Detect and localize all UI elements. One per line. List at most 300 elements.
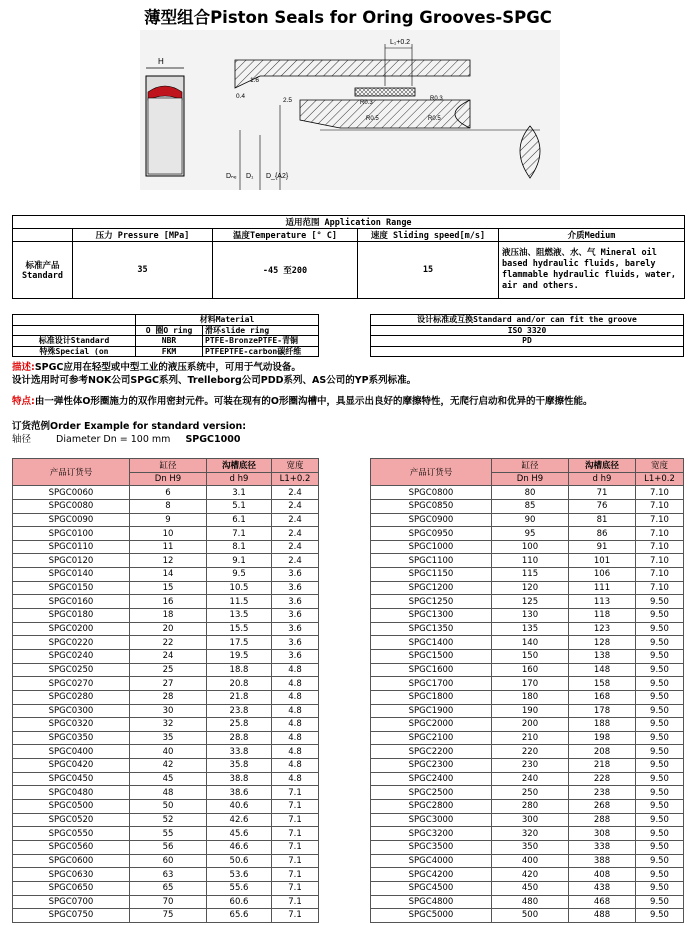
cell-groove: 11.5 xyxy=(207,595,272,609)
cell-code: SPGC1300 xyxy=(371,609,492,623)
cell-width: 3.6 xyxy=(272,636,319,650)
cell-code: SPGC1800 xyxy=(371,690,492,704)
mat-std-label: 标准设计Standard xyxy=(13,336,136,347)
table-row xyxy=(13,513,319,527)
cell-bore: 230 xyxy=(492,759,569,773)
app-h-speed: 速度 Sliding speed[m/s] xyxy=(358,229,499,242)
cell-groove: 71 xyxy=(569,486,636,500)
table-row xyxy=(371,568,684,582)
cell-bore: 115 xyxy=(492,568,569,582)
table-row xyxy=(371,895,684,909)
cell-bore: 8 xyxy=(130,499,207,513)
mat-h-oring: O 圈O ring xyxy=(136,325,203,336)
cell-code: SPGC0630 xyxy=(13,868,130,882)
cell-groove: 42.6 xyxy=(207,813,272,827)
cell-width: 7.10 xyxy=(636,527,684,541)
cell-bore: 350 xyxy=(492,840,569,854)
cell-bore: 18 xyxy=(130,609,207,623)
cell-bore: 65 xyxy=(130,881,207,895)
axis-example xyxy=(12,434,240,447)
cell-code: SPGC0700 xyxy=(13,895,130,909)
cell-width: 7.10 xyxy=(636,513,684,527)
cell-groove: 208 xyxy=(569,745,636,759)
table-row xyxy=(13,540,319,554)
cell-code: SPGC0480 xyxy=(13,786,130,800)
th-groove-unit: d h9 xyxy=(207,472,272,486)
cell-bore: 11 xyxy=(130,540,207,554)
cell-bore: 27 xyxy=(130,677,207,691)
cell-width: 3.6 xyxy=(272,568,319,582)
table-row xyxy=(13,745,319,759)
app-h-medium: 介质Medium xyxy=(499,229,685,242)
cell-code: SPGC0160 xyxy=(13,595,130,609)
cell-width: 4.8 xyxy=(272,772,319,786)
cell-width: 7.10 xyxy=(636,540,684,554)
cell-groove: 106 xyxy=(569,568,636,582)
features-label: 特点: xyxy=(12,396,35,407)
table-row xyxy=(371,868,684,882)
cell-code: SPGC0350 xyxy=(13,731,130,745)
dim-l-label: L₁+0.2 xyxy=(390,39,411,46)
cell-groove: 7.1 xyxy=(207,527,272,541)
axis-en: Diameter Dn = 100 mm xyxy=(56,434,171,445)
cell-width: 7.1 xyxy=(272,800,319,814)
cell-width: 9.50 xyxy=(636,772,684,786)
cell-code: SPGC1500 xyxy=(371,649,492,663)
table-row xyxy=(371,649,684,663)
table-row xyxy=(13,840,319,854)
cell-groove: 38.6 xyxy=(207,786,272,800)
cell-code: SPGC1600 xyxy=(371,663,492,677)
table-row xyxy=(13,595,319,609)
table-row xyxy=(371,731,684,745)
dim-16-label: 1.6 xyxy=(250,77,260,84)
mat-std-slide: PTFE-BronzePTFE-青铜 xyxy=(203,336,319,347)
app-r-pressure: 35 xyxy=(73,242,213,299)
cell-width: 9.50 xyxy=(636,704,684,718)
cell-width: 7.1 xyxy=(272,895,319,909)
cell-groove: 123 xyxy=(569,622,636,636)
cell-width: 2.4 xyxy=(272,499,319,513)
cell-groove: 438 xyxy=(569,881,636,895)
desc-label: 描述: xyxy=(12,362,35,373)
cell-groove: 388 xyxy=(569,854,636,868)
app-r-medium: 液压油、阻燃液、水、气 Mineral oil based hydraulic fluids, barely flammable hydraulic fluids, water, air and others. xyxy=(499,242,685,299)
cell-width: 7.1 xyxy=(272,827,319,841)
cell-bore: 150 xyxy=(492,649,569,663)
cell-width: 3.6 xyxy=(272,609,319,623)
th-bore: 缸径 xyxy=(492,459,569,473)
cell-code: SPGC0140 xyxy=(13,568,130,582)
cell-groove: 20.8 xyxy=(207,677,272,691)
cell-code: SPGC0420 xyxy=(13,759,130,773)
cell-groove: 308 xyxy=(569,827,636,841)
cell-groove: 35.8 xyxy=(207,759,272,773)
cell-groove: 198 xyxy=(569,731,636,745)
cell-groove: 81 xyxy=(569,513,636,527)
cell-width: 7.1 xyxy=(272,813,319,827)
mat-h-slide: 滑环slide ring xyxy=(203,325,319,336)
cell-groove: 218 xyxy=(569,759,636,773)
cell-width: 3.6 xyxy=(272,649,319,663)
table-row xyxy=(13,854,319,868)
table-row xyxy=(13,895,319,909)
cell-code: SPGC0800 xyxy=(371,486,492,500)
cell-code: SPGC0250 xyxy=(13,663,130,677)
cell-bore: 12 xyxy=(130,554,207,568)
cell-width: 9.50 xyxy=(636,786,684,800)
table-row xyxy=(371,636,684,650)
axis-cn: 轴径 xyxy=(12,434,32,445)
cell-width: 2.4 xyxy=(272,540,319,554)
cell-bore: 450 xyxy=(492,881,569,895)
cell-groove: 3.1 xyxy=(207,486,272,500)
features-text: 由一弹性体O形圈施力的双作用密封元件。可装在现有的O形圈沟槽中，具显示出良好的摩擦特性，无爬行启动和优异的干摩擦性能。 xyxy=(34,396,593,407)
cell-bore: 15 xyxy=(130,581,207,595)
cell-bore: 45 xyxy=(130,772,207,786)
application-range-table xyxy=(12,215,685,299)
cell-code: SPGC0150 xyxy=(13,581,130,595)
cell-code: SPGC1700 xyxy=(371,677,492,691)
cell-bore: 420 xyxy=(492,868,569,882)
cell-groove: 25.8 xyxy=(207,718,272,732)
cell-bore: 85 xyxy=(492,499,569,513)
cell-width: 2.4 xyxy=(272,554,319,568)
cell-groove: 468 xyxy=(569,895,636,909)
cell-code: SPGC0550 xyxy=(13,827,130,841)
table-row xyxy=(371,718,684,732)
axis-code: SPGC1000 xyxy=(185,434,241,445)
page-title: 薄型组合Piston Seals for Oring Grooves-SPGC xyxy=(144,8,552,27)
order-cn: 订货范例 xyxy=(12,421,51,432)
cell-groove: 65.6 xyxy=(207,909,272,923)
cell-width: 9.50 xyxy=(636,690,684,704)
product-table-left xyxy=(12,458,319,923)
cell-groove: 18.8 xyxy=(207,663,272,677)
cell-width: 4.8 xyxy=(272,745,319,759)
table-row xyxy=(371,595,684,609)
cell-code: SPGC0270 xyxy=(13,677,130,691)
mat-std-oring: NBR xyxy=(136,336,203,347)
radius-label-4: R0.5 xyxy=(428,116,441,122)
cell-width: 4.8 xyxy=(272,704,319,718)
mat-sp-oring: FKM xyxy=(136,346,203,357)
cell-bore: 180 xyxy=(492,690,569,704)
order-example xyxy=(12,421,246,434)
table-row xyxy=(371,554,684,568)
table-row xyxy=(371,581,684,595)
radius-label-3: R0.5 xyxy=(366,116,379,122)
table-row xyxy=(371,909,684,923)
cell-groove: 10.5 xyxy=(207,581,272,595)
cell-bore: 95 xyxy=(492,527,569,541)
cell-width: 4.8 xyxy=(272,731,319,745)
cell-groove: 188 xyxy=(569,718,636,732)
table-row xyxy=(13,800,319,814)
cell-bore: 6 xyxy=(130,486,207,500)
dim-d1-label: D₁ xyxy=(246,173,254,180)
cell-width: 9.50 xyxy=(636,595,684,609)
cell-groove: 6.1 xyxy=(207,513,272,527)
app-r-label: 标准产品 Standard xyxy=(13,242,73,299)
cell-groove: 148 xyxy=(569,663,636,677)
cell-groove: 91 xyxy=(569,540,636,554)
cell-code: SPGC0950 xyxy=(371,527,492,541)
table-row xyxy=(13,868,319,882)
cell-bore: 280 xyxy=(492,800,569,814)
dim-d2-label: D_{A2} xyxy=(266,173,289,180)
features-para xyxy=(12,396,684,409)
cell-code: SPGC0180 xyxy=(13,609,130,623)
table-row xyxy=(371,813,684,827)
cell-code: SPGC2100 xyxy=(371,731,492,745)
cell-width: 9.50 xyxy=(636,827,684,841)
th-groove-unit: d h9 xyxy=(569,472,636,486)
cell-code: SPGC1150 xyxy=(371,568,492,582)
table-row xyxy=(13,649,319,663)
cell-bore: 32 xyxy=(130,718,207,732)
cell-code: SPGC1200 xyxy=(371,581,492,595)
cell-bore: 75 xyxy=(130,909,207,923)
cell-groove: 128 xyxy=(569,636,636,650)
table-row xyxy=(371,499,684,513)
cell-width: 9.50 xyxy=(636,745,684,759)
cell-code: SPGC0220 xyxy=(13,636,130,650)
cell-width: 9.50 xyxy=(636,649,684,663)
table-row xyxy=(371,513,684,527)
cell-code: SPGC0900 xyxy=(371,513,492,527)
cell-code: SPGC3500 xyxy=(371,840,492,854)
cell-bore: 14 xyxy=(130,568,207,582)
cell-width: 9.50 xyxy=(636,895,684,909)
cell-groove: 76 xyxy=(569,499,636,513)
cell-groove: 46.6 xyxy=(207,840,272,854)
table-row xyxy=(371,609,684,623)
cell-bore: 110 xyxy=(492,554,569,568)
desc-text-1: SPGC应用在轻型或中型工业的液压系统中，可用于气动设备。 xyxy=(34,362,301,373)
table-row xyxy=(13,486,319,500)
cell-code: SPGC3200 xyxy=(371,827,492,841)
cell-width: 9.50 xyxy=(636,881,684,895)
th-bore-unit: Dn H9 xyxy=(130,472,207,486)
th-width-unit: L1+0.2 xyxy=(272,472,319,486)
cell-width: 2.4 xyxy=(272,527,319,541)
cell-code: SPGC0560 xyxy=(13,840,130,854)
cell-bore: 120 xyxy=(492,581,569,595)
cell-bore: 170 xyxy=(492,677,569,691)
cell-bore: 52 xyxy=(130,813,207,827)
cell-bore: 25 xyxy=(130,663,207,677)
table-row xyxy=(13,772,319,786)
cell-groove: 238 xyxy=(569,786,636,800)
table-row xyxy=(371,704,684,718)
cell-bore: 240 xyxy=(492,772,569,786)
cell-width: 9.50 xyxy=(636,840,684,854)
app-h-temp: 温度Temperature [° C] xyxy=(213,229,358,242)
cell-groove: 138 xyxy=(569,649,636,663)
dim-dn-label: Dₙₑ xyxy=(226,173,237,180)
table-row xyxy=(13,636,319,650)
mat-sp-label: 特殊Special (on xyxy=(13,346,136,357)
cell-groove: 33.8 xyxy=(207,745,272,759)
cell-bore: 210 xyxy=(492,731,569,745)
th-code: 产品订货号 xyxy=(371,459,492,486)
cell-width: 7.1 xyxy=(272,786,319,800)
cell-code: SPGC0060 xyxy=(13,486,130,500)
cell-groove: 9.5 xyxy=(207,568,272,582)
cell-code: SPGC0080 xyxy=(13,499,130,513)
cell-groove: 15.5 xyxy=(207,622,272,636)
cell-groove: 228 xyxy=(569,772,636,786)
cell-bore: 40 xyxy=(130,745,207,759)
cell-bore: 24 xyxy=(130,649,207,663)
material-table xyxy=(12,314,319,357)
cell-code: SPGC4000 xyxy=(371,854,492,868)
cell-width: 7.1 xyxy=(272,868,319,882)
table-row xyxy=(371,854,684,868)
cell-code: SPGC0600 xyxy=(13,854,130,868)
cell-code: SPGC0500 xyxy=(13,800,130,814)
cell-bore: 70 xyxy=(130,895,207,909)
table-row xyxy=(371,881,684,895)
cell-width: 7.10 xyxy=(636,554,684,568)
cell-width: 9.50 xyxy=(636,677,684,691)
cell-width: 7.1 xyxy=(272,909,319,923)
cell-width: 7.1 xyxy=(272,854,319,868)
cell-bore: 35 xyxy=(130,731,207,745)
table-row xyxy=(371,540,684,554)
table-row xyxy=(13,731,319,745)
order-en: Order Example for standard version: xyxy=(50,421,247,432)
cell-width: 7.10 xyxy=(636,568,684,582)
cell-width: 9.50 xyxy=(636,636,684,650)
cell-bore: 60 xyxy=(130,854,207,868)
table-row xyxy=(371,663,684,677)
cell-bore: 50 xyxy=(130,800,207,814)
cell-bore: 30 xyxy=(130,704,207,718)
cell-width: 9.50 xyxy=(636,731,684,745)
cell-groove: 38.8 xyxy=(207,772,272,786)
cell-groove: 338 xyxy=(569,840,636,854)
cell-groove: 40.6 xyxy=(207,800,272,814)
cell-width: 3.6 xyxy=(272,622,319,636)
app-title: 适用范围 Application Range xyxy=(13,216,685,229)
cell-bore: 80 xyxy=(492,486,569,500)
cell-width: 2.4 xyxy=(272,486,319,500)
mat-title: 材料Material xyxy=(136,315,319,326)
cell-code: SPGC2500 xyxy=(371,786,492,800)
table-row xyxy=(371,486,684,500)
cell-groove: 21.8 xyxy=(207,690,272,704)
dim-25-label: 2.5 xyxy=(283,97,293,104)
cell-bore: 320 xyxy=(492,827,569,841)
cell-bore: 480 xyxy=(492,895,569,909)
cell-width: 9.50 xyxy=(636,622,684,636)
table-row xyxy=(371,677,684,691)
cell-bore: 500 xyxy=(492,909,569,923)
cell-code: SPGC0650 xyxy=(13,881,130,895)
table-row xyxy=(13,786,319,800)
cell-width: 4.8 xyxy=(272,690,319,704)
cell-groove: 19.5 xyxy=(207,649,272,663)
cell-groove: 13.5 xyxy=(207,609,272,623)
table-row xyxy=(371,745,684,759)
cell-code: SPGC0750 xyxy=(13,909,130,923)
table-row xyxy=(13,881,319,895)
cell-bore: 28 xyxy=(130,690,207,704)
cell-width: 7.10 xyxy=(636,499,684,513)
cell-groove: 60.6 xyxy=(207,895,272,909)
cell-code: SPGC5000 xyxy=(371,909,492,923)
cell-bore: 125 xyxy=(492,595,569,609)
cell-width: 7.1 xyxy=(272,881,319,895)
radius-label-2: R0.3 xyxy=(430,96,443,102)
cell-groove: 28.8 xyxy=(207,731,272,745)
cell-bore: 100 xyxy=(492,540,569,554)
cell-bore: 220 xyxy=(492,745,569,759)
cell-bore: 190 xyxy=(492,704,569,718)
cell-code: SPGC1100 xyxy=(371,554,492,568)
cell-groove: 86 xyxy=(569,527,636,541)
cell-width: 9.50 xyxy=(636,813,684,827)
cell-width: 4.8 xyxy=(272,677,319,691)
cell-width: 9.50 xyxy=(636,868,684,882)
groove-standard-table xyxy=(370,314,684,357)
table-row xyxy=(371,827,684,841)
cell-code: SPGC0100 xyxy=(13,527,130,541)
cell-groove: 288 xyxy=(569,813,636,827)
table-row xyxy=(13,759,319,773)
cell-code: SPGC0240 xyxy=(13,649,130,663)
cell-code: SPGC1400 xyxy=(371,636,492,650)
description-line-1 xyxy=(12,362,301,375)
cell-code: SPGC1350 xyxy=(371,622,492,636)
table-row xyxy=(13,609,319,623)
cell-width: 9.50 xyxy=(636,909,684,923)
cell-code: SPGC0090 xyxy=(13,513,130,527)
cell-code: SPGC0300 xyxy=(13,704,130,718)
table-row xyxy=(13,554,319,568)
cell-bore: 10 xyxy=(130,527,207,541)
app-h-pressure: 压力 Pressure [MPa] xyxy=(73,229,213,242)
cell-width: 7.1 xyxy=(272,840,319,854)
cell-bore: 130 xyxy=(492,609,569,623)
grv-title: 设计标准或互换Standard and/or can fit the groove xyxy=(371,315,684,326)
cell-bore: 135 xyxy=(492,622,569,636)
cell-code: SPGC2300 xyxy=(371,759,492,773)
table-row xyxy=(13,690,319,704)
cell-width: 9.50 xyxy=(636,718,684,732)
cell-bore: 140 xyxy=(492,636,569,650)
cell-bore: 42 xyxy=(130,759,207,773)
dim-04-label: 0.4 xyxy=(236,93,246,100)
cell-width: 9.50 xyxy=(636,759,684,773)
table-row xyxy=(13,677,319,691)
cell-width: 3.6 xyxy=(272,581,319,595)
cell-code: SPGC0120 xyxy=(13,554,130,568)
table-row xyxy=(371,800,684,814)
mat-sp-slide: PTFEPTFE-carbon碳纤维 xyxy=(203,346,319,357)
cell-groove: 408 xyxy=(569,868,636,882)
cell-width: 9.50 xyxy=(636,800,684,814)
cell-width: 7.10 xyxy=(636,581,684,595)
cell-bore: 160 xyxy=(492,663,569,677)
cell-code: SPGC4500 xyxy=(371,881,492,895)
cell-width: 2.4 xyxy=(272,513,319,527)
cell-code: SPGC2000 xyxy=(371,718,492,732)
th-bore-unit: Dn H9 xyxy=(492,472,569,486)
th-width: 宽度 xyxy=(272,459,319,473)
